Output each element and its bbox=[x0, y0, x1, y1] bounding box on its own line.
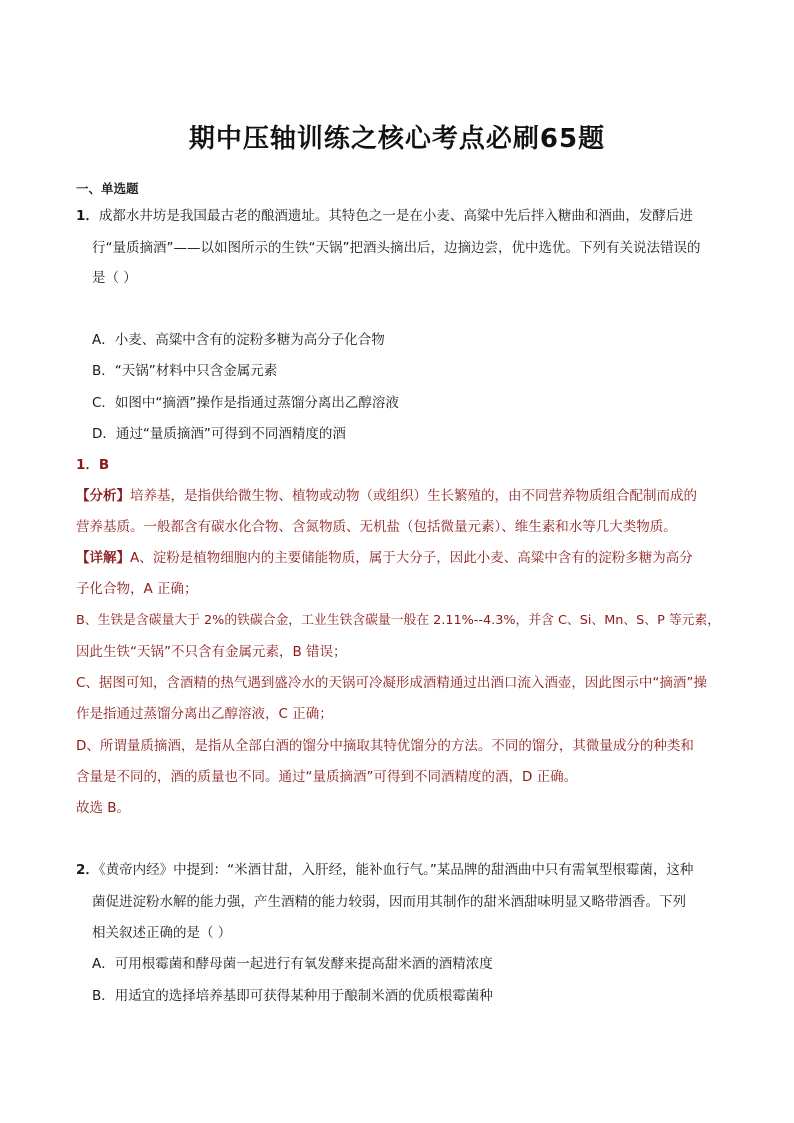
question-1-stem-1: 成都水井坊是我国最古老的酿酒遗址。其特色之一是在小麦、高粱中先后拌入糖曲和酒曲，发酵后进 bbox=[98, 208, 693, 224]
detail-text-3: B、生铁是含碳量大于 2%的铁碳合金，工业生铁含碳量一般在 2.11%--4.3%，并含 C、Si、Mn、S、P 等元素， bbox=[76, 613, 721, 628]
analysis-text-2: 营养基质。一般都含有碳水化合物、含氮物质、无机盐（包括微量元素）、维生素和水等几大类物质。 bbox=[76, 519, 677, 535]
question-1-line-1 bbox=[76, 206, 693, 226]
question-2-number: 2． bbox=[76, 862, 99, 878]
detail-text-2: 子化合物，A 正确； bbox=[76, 581, 198, 597]
detail-text-6: 作是指通过蒸馏分离出乙醇溶液，C 正确； bbox=[76, 706, 333, 722]
detail-choose: 故选 B。 bbox=[76, 800, 131, 816]
section-heading: 一、单选题 bbox=[76, 181, 139, 196]
analysis-text-1: 培养基，是指供给微生物、植物或动物（或组织）生长繁殖的，由不同营养物质组合配制而成的 bbox=[130, 488, 697, 504]
question-1-answer: 1．B bbox=[76, 457, 110, 473]
question-1-option-a: A．小麦、高粱中含有的淀粉多糖为高分子化合物 bbox=[92, 332, 385, 348]
question-1-option-b: B．“天锅”材料中只含金属元素 bbox=[92, 363, 278, 379]
question-2-stem-3: 相关叙述正确的是（ ） bbox=[92, 925, 232, 941]
question-2-option-b: B．用适宜的选择培养基即可获得某种用于酿制米酒的优质根霉菌种 bbox=[92, 988, 493, 1004]
question-2-line-1 bbox=[76, 860, 693, 880]
detail-tag: 【详解】 bbox=[76, 550, 130, 566]
question-1-option-c: C．如图中“摘酒”操作是指通过蒸馏分离出乙醇溶液 bbox=[92, 395, 399, 411]
question-2-option-a: A．可用根霉菌和酵母菌一起进行有氧发酵来提高甜米酒的酒精浓度 bbox=[92, 956, 493, 972]
page-title: 期中压轴训练之核心考点必刷65题 bbox=[188, 124, 606, 154]
question-1-option-d: D．通过“量质摘酒”可得到不同酒精度的酒 bbox=[92, 426, 346, 442]
detail-text-8: 含量是不同的，酒的质量也不同。通过“量质摘酒”可得到不同酒精度的酒，D 正确。 bbox=[76, 769, 578, 785]
question-2-stem-1: 《黄帝内经》中提到：“米酒甘甜，入肝经，能补血行气。”某品牌的甜酒曲中只有需氧型根霉菌，这种 bbox=[98, 862, 694, 878]
question-1-stem-2: 行“量质摘酒”——以如图所示的生铁“天锅”把酒头摘出后，边摘边尝，优中选优。下列有关说法错误的 bbox=[92, 240, 701, 256]
detail-line-1 bbox=[76, 548, 693, 568]
detail-text-4: 因此生铁“天锅”不只含有金属元素，B 错误； bbox=[76, 644, 347, 660]
question-1-stem-3: 是（ ） bbox=[92, 270, 137, 286]
detail-text-5: C、据图可知，含酒精的热气遇到盛冷水的天锅可冷凝形成酒精通过出酒口流入酒壶，因此图示中“摘酒”操 bbox=[76, 675, 707, 691]
detail-text-1: A、淀粉是植物细胞内的主要储能物质，属于大分子，因此小麦、高粱中含有的淀粉多糖为高分 bbox=[130, 550, 693, 566]
question-1-number: 1． bbox=[76, 208, 99, 224]
detail-text-7: D、所谓量质摘酒，是指从全部白酒的馏分中摘取其特优馏分的方法。不同的馏分，其微量成分的种类和 bbox=[76, 738, 694, 754]
question-2-stem-2: 菌促进淀粉水解的能力强，产生酒精的能力较弱，因而用其制作的甜米酒甜味明显又略带酒香。下列 bbox=[92, 894, 686, 910]
analysis-tag: 【分析】 bbox=[76, 488, 130, 504]
analysis-line-1 bbox=[76, 486, 697, 506]
